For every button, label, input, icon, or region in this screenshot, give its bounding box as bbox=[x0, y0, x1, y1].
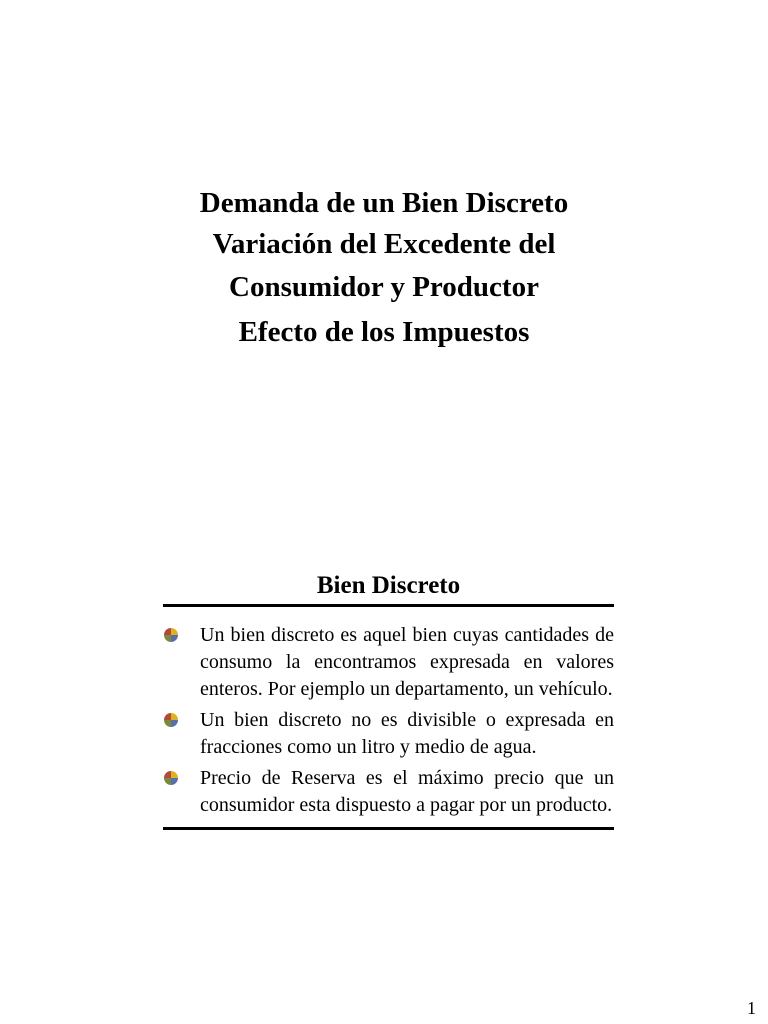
cover-title bbox=[0, 183, 768, 353]
cover-title-line-2: Variación del Excedente del bbox=[212, 228, 556, 260]
bottom-divider bbox=[163, 827, 614, 830]
pie-bullet-icon bbox=[164, 628, 178, 642]
list-item bbox=[163, 622, 614, 703]
pie-bullet-icon bbox=[164, 771, 178, 785]
top-divider bbox=[163, 604, 614, 607]
pie-bullet-icon bbox=[164, 713, 178, 727]
list-item bbox=[163, 707, 614, 761]
bullet-text: Precio de Reserva es el máximo precio que un consumidor esta dispuesto a pagar por un producto. bbox=[200, 767, 614, 816]
list-item bbox=[163, 765, 614, 819]
bullet-list bbox=[163, 622, 614, 819]
bullet-text: Un bien discreto es aquel bien cuyas cantidades de consumo la encontramos expresada en valores enteros. Por ejemplo un departamento, un vehículo. bbox=[200, 624, 614, 700]
bullet-text: Un bien discreto no es divisible o expresada en fracciones como un litro y medio de agua. bbox=[200, 709, 614, 758]
page-number: 1 bbox=[747, 998, 756, 1018]
cover-title-line-4: Efecto de los Impuestos bbox=[238, 316, 530, 348]
cover-title-line-3: Consumidor y Productor bbox=[229, 271, 539, 303]
slide-title: Bien Discreto bbox=[316, 572, 461, 599]
slide-bien-discreto bbox=[163, 568, 614, 830]
cover-title-line-1: Demanda de un Bien Discreto bbox=[199, 187, 569, 219]
